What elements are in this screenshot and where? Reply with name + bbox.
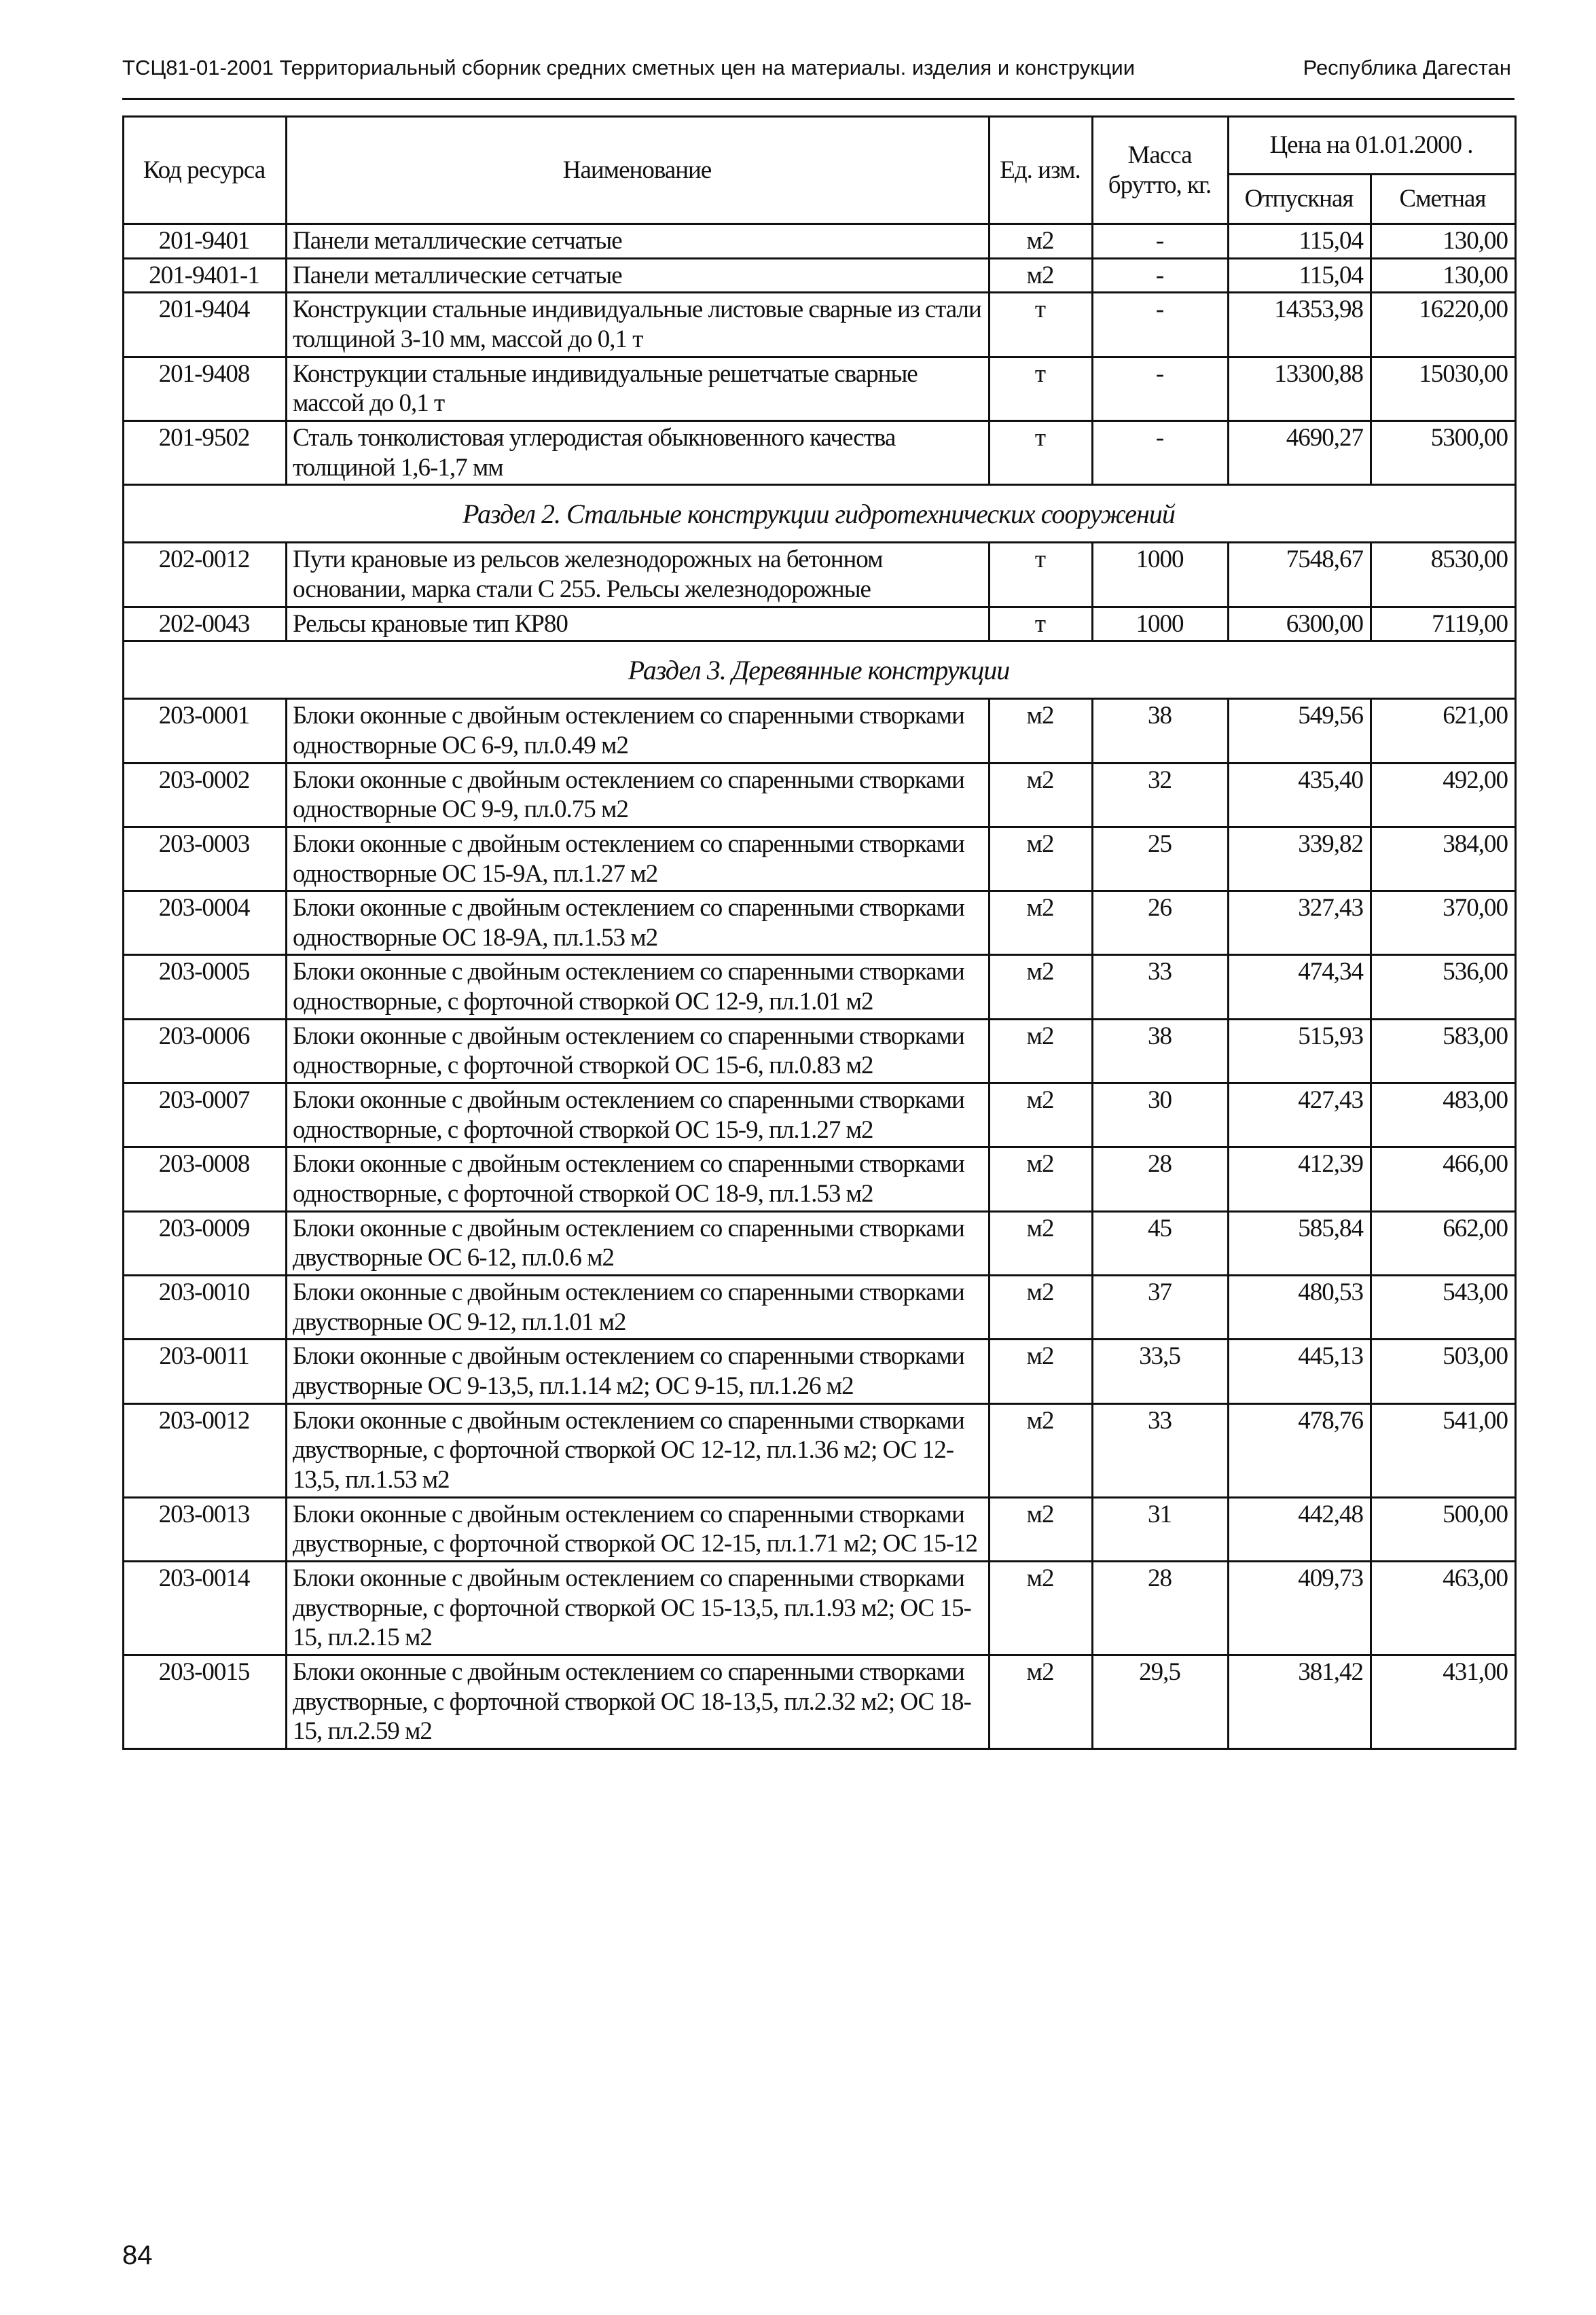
release-price: 515,93	[1229, 1019, 1371, 1083]
unit-of-measure: м2	[990, 1083, 1093, 1147]
item-name: Блоки оконные с двойным остеклением со спаренными створками двустворные, с форточной створкой ОС 12-12, пл.1.36 м2; ОС 12-13,5, пл.1.53 м2	[287, 1403, 990, 1497]
item-name: Блоки оконные с двойным остеклением со спаренными створками двустворные, с форточной створкой ОС 15-13,5, пл.1.93 м2; ОС 15-15, пл.2.15 м2	[287, 1561, 990, 1655]
table-row	[124, 1403, 1516, 1497]
table-row	[124, 891, 1516, 955]
section-3-title: Раздел 3. Деревянные конструкции	[124, 641, 1516, 699]
table-row	[124, 1147, 1516, 1211]
resource-code: 203-0004	[124, 891, 287, 955]
estimate-price: 130,00	[1371, 224, 1516, 259]
release-price: 478,76	[1229, 1403, 1371, 1497]
resource-code: 203-0001	[124, 699, 287, 763]
col-header-release-price: Отпускная	[1229, 175, 1371, 224]
item-name: Конструкции стальные индивидуальные решетчатые сварные массой до 0,1 т	[287, 357, 990, 420]
unit-of-measure: м2	[990, 827, 1093, 891]
gross-mass: 29,5	[1093, 1655, 1229, 1748]
table-row	[124, 1561, 1516, 1655]
resource-code: 203-0008	[124, 1147, 287, 1211]
gross-mass: 28	[1093, 1147, 1229, 1211]
table-row	[124, 420, 1516, 484]
col-header-estimate-price: Сметная	[1371, 175, 1516, 224]
table-row	[124, 357, 1516, 420]
unit-of-measure: м2	[990, 224, 1093, 259]
gross-mass: 32	[1093, 763, 1229, 827]
release-price: 409,73	[1229, 1561, 1371, 1655]
estimate-price: 543,00	[1371, 1276, 1516, 1340]
gross-mass: 1000	[1093, 607, 1229, 641]
release-price: 435,40	[1229, 763, 1371, 827]
item-name: Панели металлические сетчатые	[287, 258, 990, 293]
resource-code: 203-0010	[124, 1276, 287, 1340]
unit-of-measure: м2	[990, 258, 1093, 293]
resource-code: 203-0014	[124, 1561, 287, 1655]
col-header-name: Наименование	[287, 117, 990, 224]
gross-mass: 33	[1093, 955, 1229, 1019]
item-name: Конструкции стальные индивидуальные листовые сварные из стали толщиной 3-10 мм, массой до 0,1 т	[287, 293, 990, 357]
gross-mass: 28	[1093, 1561, 1229, 1655]
estimate-price: 15030,00	[1371, 357, 1516, 420]
gross-mass: 1000	[1093, 543, 1229, 607]
gross-mass: 26	[1093, 891, 1229, 955]
resource-code: 203-0013	[124, 1497, 287, 1561]
section-3-rows	[124, 699, 1516, 1749]
col-header-unit: Ед. изм.	[990, 117, 1093, 224]
item-name: Блоки оконные с двойным остеклением со спаренными створками одностворные, с форточной створкой ОС 15-9, пл.1.27 м2	[287, 1083, 990, 1147]
unit-of-measure: м2	[990, 1211, 1093, 1275]
estimate-price: 7119,00	[1371, 607, 1516, 641]
resource-code: 203-0015	[124, 1655, 287, 1748]
estimate-price: 503,00	[1371, 1340, 1516, 1403]
resource-code: 202-0012	[124, 543, 287, 607]
item-name: Блоки оконные с двойным остеклением со спаренными створками двустворные, с форточной створкой ОС 12-15, пл.1.71 м2; ОС 15-12	[287, 1497, 990, 1561]
resource-code: 203-0003	[124, 827, 287, 891]
resource-code: 202-0043	[124, 607, 287, 641]
release-price: 474,34	[1229, 955, 1371, 1019]
section-1-rows	[124, 224, 1516, 485]
unit-of-measure: м2	[990, 1276, 1093, 1340]
unit-of-measure: м2	[990, 891, 1093, 955]
release-price: 549,56	[1229, 699, 1371, 763]
release-price: 412,39	[1229, 1147, 1371, 1211]
gross-mass: 38	[1093, 1019, 1229, 1083]
item-name: Рельсы крановые тип КР80	[287, 607, 990, 641]
resource-code: 203-0005	[124, 955, 287, 1019]
table-row	[124, 258, 1516, 293]
section-2	[124, 485, 1516, 543]
section-2-title: Раздел 2. Стальные конструкции гидротехнических сооружений	[124, 485, 1516, 543]
table-row	[124, 1497, 1516, 1561]
release-price: 115,04	[1229, 258, 1371, 293]
unit-of-measure: м2	[990, 1340, 1093, 1403]
estimate-price: 536,00	[1371, 955, 1516, 1019]
resource-code: 203-0006	[124, 1019, 287, 1083]
resource-code: 201-9408	[124, 357, 287, 420]
estimate-price: 431,00	[1371, 1655, 1516, 1748]
estimate-price: 492,00	[1371, 763, 1516, 827]
gross-mass: -	[1093, 258, 1229, 293]
header-divider	[122, 98, 1515, 100]
unit-of-measure: м2	[990, 955, 1093, 1019]
item-name: Блоки оконные с двойным остеклением со спаренными створками одностворные, с форточной створкой ОС 12-9, пл.1.01 м2	[287, 955, 990, 1019]
table-row	[124, 763, 1516, 827]
release-price: 427,43	[1229, 1083, 1371, 1147]
resource-code: 203-0012	[124, 1403, 287, 1497]
gross-mass: -	[1093, 420, 1229, 484]
estimate-price: 500,00	[1371, 1497, 1516, 1561]
estimate-price: 8530,00	[1371, 543, 1516, 607]
item-name: Сталь тонколистовая углеродистая обыкновенного качества толщиной 1,6-1,7 мм	[287, 420, 990, 484]
estimate-price: 384,00	[1371, 827, 1516, 891]
item-name: Блоки оконные с двойным остеклением со спаренными створками одностворные ОС 18-9А, пл.1.53 м2	[287, 891, 990, 955]
estimate-price: 583,00	[1371, 1019, 1516, 1083]
page-header	[122, 53, 1511, 91]
resource-code: 203-0007	[124, 1083, 287, 1147]
release-price: 115,04	[1229, 224, 1371, 259]
gross-mass: -	[1093, 224, 1229, 259]
release-price: 4690,27	[1229, 420, 1371, 484]
release-price: 442,48	[1229, 1497, 1371, 1561]
release-price: 585,84	[1229, 1211, 1371, 1275]
item-name: Блоки оконные с двойным остеклением со спаренными створками двустворные ОС 9-12, пл.1.01 м2	[287, 1276, 990, 1340]
col-header-mass: Масса брутто, кг.	[1093, 117, 1229, 224]
estimate-price: 621,00	[1371, 699, 1516, 763]
item-name: Пути крановые из рельсов железнодорожных на бетонном основании, марка стали С 255. Рельсы железнодорожные	[287, 543, 990, 607]
estimate-price: 130,00	[1371, 258, 1516, 293]
unit-of-measure: т	[990, 420, 1093, 484]
table-row	[124, 1083, 1516, 1147]
estimate-price: 463,00	[1371, 1561, 1516, 1655]
release-price: 480,53	[1229, 1276, 1371, 1340]
estimate-price: 16220,00	[1371, 293, 1516, 357]
estimate-price: 466,00	[1371, 1147, 1516, 1211]
release-price: 7548,67	[1229, 543, 1371, 607]
table-head	[124, 117, 1516, 224]
item-name: Панели металлические сетчатые	[287, 224, 990, 259]
release-price: 13300,88	[1229, 357, 1371, 420]
gross-mass: 45	[1093, 1211, 1229, 1275]
table-row	[124, 224, 1516, 259]
estimate-price: 5300,00	[1371, 420, 1516, 484]
unit-of-measure: т	[990, 293, 1093, 357]
unit-of-measure: т	[990, 543, 1093, 607]
gross-mass: 37	[1093, 1276, 1229, 1340]
gross-mass: -	[1093, 357, 1229, 420]
unit-of-measure: м2	[990, 1497, 1093, 1561]
table-row	[124, 607, 1516, 641]
resource-code: 201-9401	[124, 224, 287, 259]
resource-code: 203-0002	[124, 763, 287, 827]
unit-of-measure: т	[990, 607, 1093, 641]
section-2-rows	[124, 543, 1516, 641]
item-name: Блоки оконные с двойным остеклением со спаренными створками одностворные, с форточной створкой ОС 18-9, пл.1.53 м2	[287, 1147, 990, 1211]
item-name: Блоки оконные с двойным остеклением со спаренными створками одностворные ОС 9-9, пл.0.75 м2	[287, 763, 990, 827]
item-name: Блоки оконные с двойным остеклением со спаренными створками одностворные ОС 15-9А, пл.1.27 м2	[287, 827, 990, 891]
resource-code: 201-9404	[124, 293, 287, 357]
region-name: Республика Дагестан	[1303, 56, 1511, 79]
table-row	[124, 1019, 1516, 1083]
item-name: Блоки оконные с двойным остеклением со спаренными створками двустворные, с форточной створкой ОС 18-13,5, пл.2.32 м2; ОС 18-15, пл.2.59 м2	[287, 1655, 990, 1748]
col-header-code: Код ресурса	[124, 117, 287, 224]
table-row	[124, 827, 1516, 891]
price-table	[122, 115, 1517, 1750]
unit-of-measure: м2	[990, 1147, 1093, 1211]
resource-code: 201-9401-1	[124, 258, 287, 293]
table-row	[124, 543, 1516, 607]
release-price: 445,13	[1229, 1340, 1371, 1403]
col-header-price-group: Цена на 01.01.2000 .	[1229, 117, 1516, 175]
unit-of-measure: м2	[990, 699, 1093, 763]
item-name: Блоки оконные с двойным остеклением со спаренными створками одностворные ОС 6-9, пл.0.49 м2	[287, 699, 990, 763]
release-price: 339,82	[1229, 827, 1371, 891]
estimate-price: 541,00	[1371, 1403, 1516, 1497]
gross-mass: 33	[1093, 1403, 1229, 1497]
release-price: 327,43	[1229, 891, 1371, 955]
gross-mass: 33,5	[1093, 1340, 1229, 1403]
table-row	[124, 1655, 1516, 1748]
unit-of-measure: м2	[990, 1019, 1093, 1083]
resource-code: 203-0009	[124, 1211, 287, 1275]
estimate-price: 662,00	[1371, 1211, 1516, 1275]
resource-code: 203-0011	[124, 1340, 287, 1403]
table-row	[124, 1340, 1516, 1403]
table-row	[124, 699, 1516, 763]
unit-of-measure: м2	[990, 1655, 1093, 1748]
release-price: 6300,00	[1229, 607, 1371, 641]
table-row	[124, 1276, 1516, 1340]
unit-of-measure: м2	[990, 1561, 1093, 1655]
table-row	[124, 955, 1516, 1019]
section-3	[124, 641, 1516, 699]
table-row	[124, 1211, 1516, 1275]
estimate-price: 483,00	[1371, 1083, 1516, 1147]
gross-mass: 38	[1093, 699, 1229, 763]
gross-mass: -	[1093, 293, 1229, 357]
gross-mass: 30	[1093, 1083, 1229, 1147]
unit-of-measure: т	[990, 357, 1093, 420]
collection-title: ТСЦ81-01-2001 Территориальный сборник средних сметных цен на материалы. изделия и конструкции	[122, 56, 1136, 79]
unit-of-measure: м2	[990, 763, 1093, 827]
unit-of-measure: м2	[990, 1403, 1093, 1497]
estimate-price: 370,00	[1371, 891, 1516, 955]
item-name: Блоки оконные с двойным остеклением со спаренными створками одностворные, с форточной створкой ОС 15-6, пл.0.83 м2	[287, 1019, 990, 1083]
item-name: Блоки оконные с двойным остеклением со спаренными створками двустворные ОС 6-12, пл.0.6 м2	[287, 1211, 990, 1275]
table-row	[124, 293, 1516, 357]
gross-mass: 25	[1093, 827, 1229, 891]
item-name: Блоки оконные с двойным остеклением со спаренными створками двустворные ОС 9-13,5, пл.1.14 м2; ОС 9-15, пл.1.26 м2	[287, 1340, 990, 1403]
resource-code: 201-9502	[124, 420, 287, 484]
gross-mass: 31	[1093, 1497, 1229, 1561]
page-number: 84	[122, 2240, 153, 2270]
release-price: 381,42	[1229, 1655, 1371, 1748]
release-price: 14353,98	[1229, 293, 1371, 357]
